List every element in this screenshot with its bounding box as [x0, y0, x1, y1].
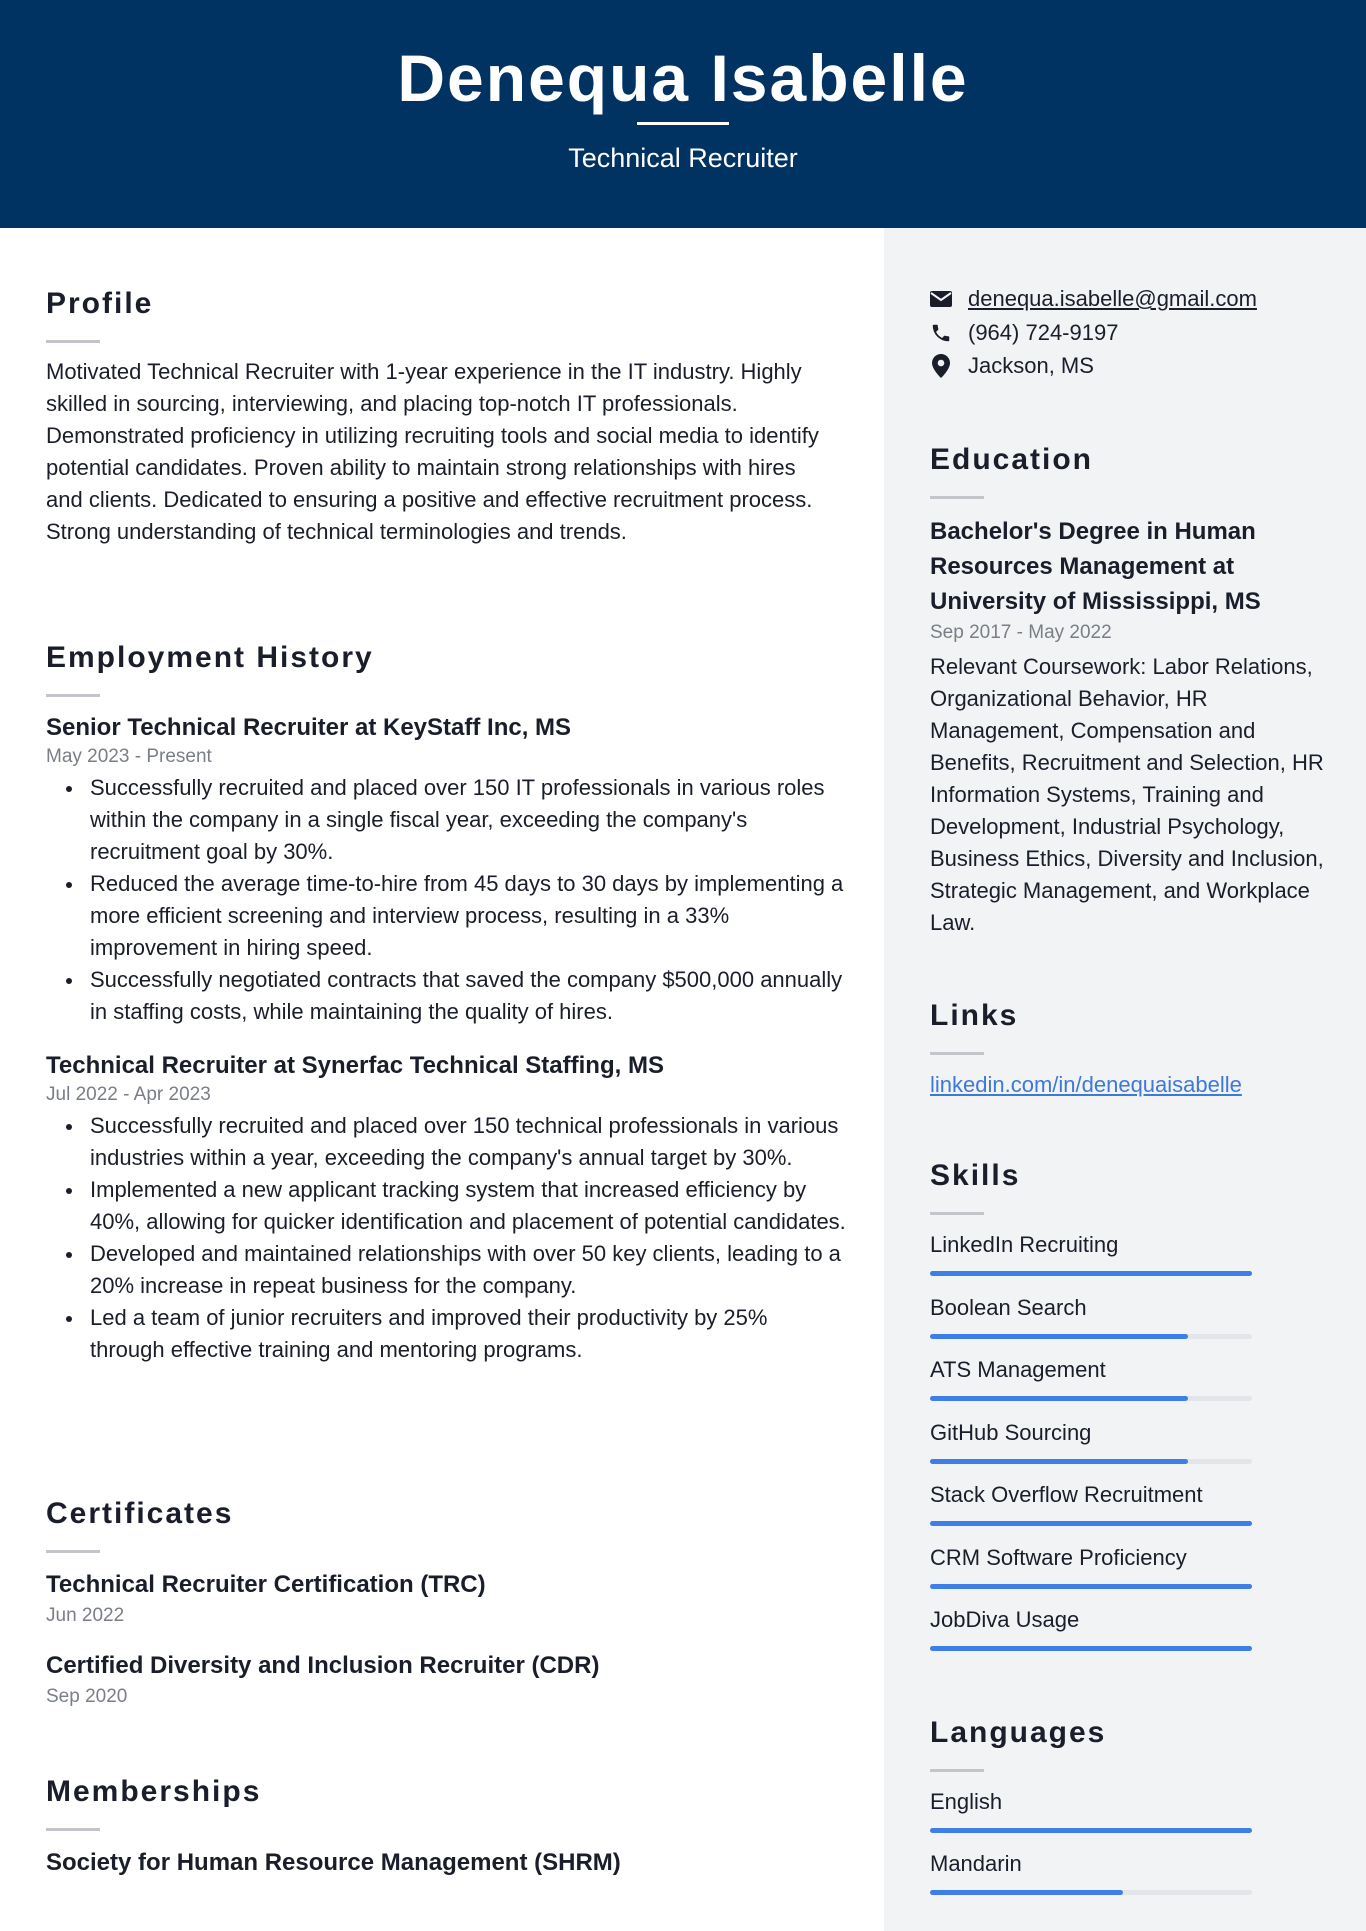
phone-number: (964) 724-9197 — [968, 320, 1119, 345]
meter-item — [930, 1417, 1252, 1449]
meter-fill — [930, 1890, 1123, 1895]
contact-email — [930, 283, 1257, 315]
links-rule — [930, 1052, 984, 1055]
meter-fill — [930, 1396, 1188, 1401]
education-dates: Sep 2017 - May 2022 — [930, 622, 1112, 643]
candidate-title: Technical Recruiter — [568, 143, 798, 173]
list-item: Successfully recruited and placed over 150 IT professionals in various roles within the company in a single fiscal year, exceeding the company's recruitment goal by 30%. — [46, 772, 846, 868]
meter-label: Boolean Search — [930, 1294, 1087, 1320]
meter-track — [930, 1646, 1252, 1651]
location-text: Jackson, MS — [968, 353, 1094, 378]
languages-heading: Languages — [930, 1716, 1107, 1749]
skills-rule — [930, 1212, 984, 1215]
list-item: Successfully recruited and placed over 150 technical professionals in various industries within a year, exceeding the company's annual target by 30%. — [46, 1110, 846, 1174]
meter-label: GitHub Sourcing — [930, 1419, 1092, 1445]
education-heading: Education — [930, 443, 1094, 476]
languages-rule — [930, 1769, 984, 1772]
meter-track — [930, 1521, 1252, 1526]
meter-item — [930, 1229, 1252, 1261]
meter-fill — [930, 1584, 1252, 1589]
job-bullets — [46, 1110, 846, 1366]
profile-text: Motivated Technical Recruiter with 1-year experience in the IT industry. Highly skilled in sourcing, interviewing, and placing top-notch IT professionals. Demonstrated proficiency in utilizing recruiting tools and social media to identify potential candidates. Proven ability to maintain strong relationships with hires and clients. Dedicated to ensuring a positive and effective recruitment process. Strong understanding of technical terminologies and trends. — [46, 359, 819, 544]
phone-icon — [930, 322, 952, 344]
list-item: Led a team of junior recruiters and improved their productivity by 25% through effective training and mentoring programs. — [46, 1302, 846, 1366]
education-rule — [930, 496, 984, 499]
meter-fill — [930, 1646, 1252, 1651]
employment-rule — [46, 694, 100, 697]
meter-item — [930, 1292, 1252, 1324]
meter-track — [930, 1396, 1252, 1401]
name-underline — [637, 122, 729, 125]
list-item: Reduced the average time-to-hire from 45 days to 30 days by implementing a more efficient screening and interview process, resulting in a 33% improvement in hiring speed. — [46, 868, 846, 964]
list-item: Developed and maintained relationships with over 50 key clients, leading to a 20% increase in repeat business for the company. — [46, 1238, 846, 1302]
list-item: Successfully negotiated contracts that saved the company $500,000 annually in staffing costs, while maintaining the quality of hires. — [46, 964, 846, 1028]
job-dates: May 2023 - Present — [46, 746, 212, 767]
meter-track — [930, 1828, 1252, 1833]
skills-heading: Skills — [930, 1159, 1021, 1192]
degree-title: Bachelor's Degree in Human Resources Management at University of Mississippi, MS — [930, 518, 1261, 615]
education-coursework: Relevant Coursework: Labor Relations, Organizational Behavior, HR Management, Compensation and Benefits, Recruitment and Selection, HR Information Systems, Training and Development, Industrial Psychology, Business Ethics, Diversity and Inclusion, Strategic Management, and Workplace Law. — [930, 654, 1324, 935]
linkedin-link[interactable]: linkedin.com/in/denequaisabelle — [930, 1072, 1242, 1097]
certificate-date: Jun 2022 — [46, 1605, 125, 1626]
meter-item — [930, 1542, 1252, 1574]
certificates-heading: Certificates — [46, 1497, 234, 1530]
certificates-rule — [46, 1550, 100, 1553]
job-bullets — [46, 772, 846, 1028]
meter-track — [930, 1584, 1252, 1589]
envelope-icon — [930, 288, 952, 310]
job-title: Technical Recruiter at Synerfac Technical Staffing, MS — [46, 1052, 664, 1079]
meter-item — [930, 1848, 1252, 1880]
contact-phone — [930, 317, 1118, 349]
meter-item — [930, 1479, 1252, 1511]
meter-track — [930, 1334, 1252, 1339]
meter-fill — [930, 1521, 1252, 1526]
email-link[interactable]: denequa.isabelle@gmail.com — [968, 286, 1257, 311]
job-entry — [46, 1050, 846, 1366]
location-pin-icon — [930, 355, 952, 377]
certificate-name: Certified Diversity and Inclusion Recruiter (CDR) — [46, 1652, 600, 1679]
links-heading: Links — [930, 999, 1019, 1032]
memberships-rule — [46, 1828, 100, 1831]
meter-label: ATS Management — [930, 1357, 1106, 1382]
certificate-date: Sep 2020 — [46, 1686, 128, 1707]
meter-label: LinkedIn Recruiting — [930, 1232, 1119, 1257]
list-item: Implemented a new applicant tracking system that increased efficiency by 40%, allowing for quicker identification and placement of potential candidates. — [46, 1174, 846, 1238]
meter-item — [930, 1604, 1252, 1636]
meter-track — [930, 1459, 1252, 1464]
meter-fill — [930, 1271, 1252, 1276]
meter-label: Mandarin — [930, 1851, 1022, 1876]
job-entry — [46, 712, 846, 1028]
memberships-heading: Memberships — [46, 1775, 262, 1808]
contact-location — [930, 350, 1094, 382]
meter-label: English — [930, 1789, 1003, 1814]
meter-label: CRM Software Proficiency — [930, 1544, 1187, 1570]
meter-item — [930, 1786, 1252, 1818]
meter-label: JobDiva Usage — [930, 1607, 1080, 1632]
certificate-name: Technical Recruiter Certification (TRC) — [46, 1571, 486, 1598]
meter-label: Stack Overflow Recruitment — [930, 1482, 1203, 1507]
candidate-name: Denequa Isabelle — [397, 41, 969, 115]
meter-fill — [930, 1459, 1188, 1464]
profile-heading: Profile — [46, 287, 154, 320]
job-title: Senior Technical Recruiter at KeyStaff Inc, MS — [46, 714, 572, 741]
meter-fill — [930, 1828, 1252, 1833]
meter-track — [930, 1271, 1252, 1276]
meter-track — [930, 1890, 1252, 1895]
meter-item — [930, 1354, 1252, 1386]
meter-fill — [930, 1334, 1188, 1339]
job-dates: Jul 2022 - Apr 2023 — [46, 1084, 211, 1105]
employment-heading: Employment History — [46, 641, 374, 674]
profile-rule — [46, 340, 100, 343]
resume-header — [0, 0, 1366, 228]
membership-name: Society for Human Resource Management (SHRM) — [46, 1849, 621, 1876]
